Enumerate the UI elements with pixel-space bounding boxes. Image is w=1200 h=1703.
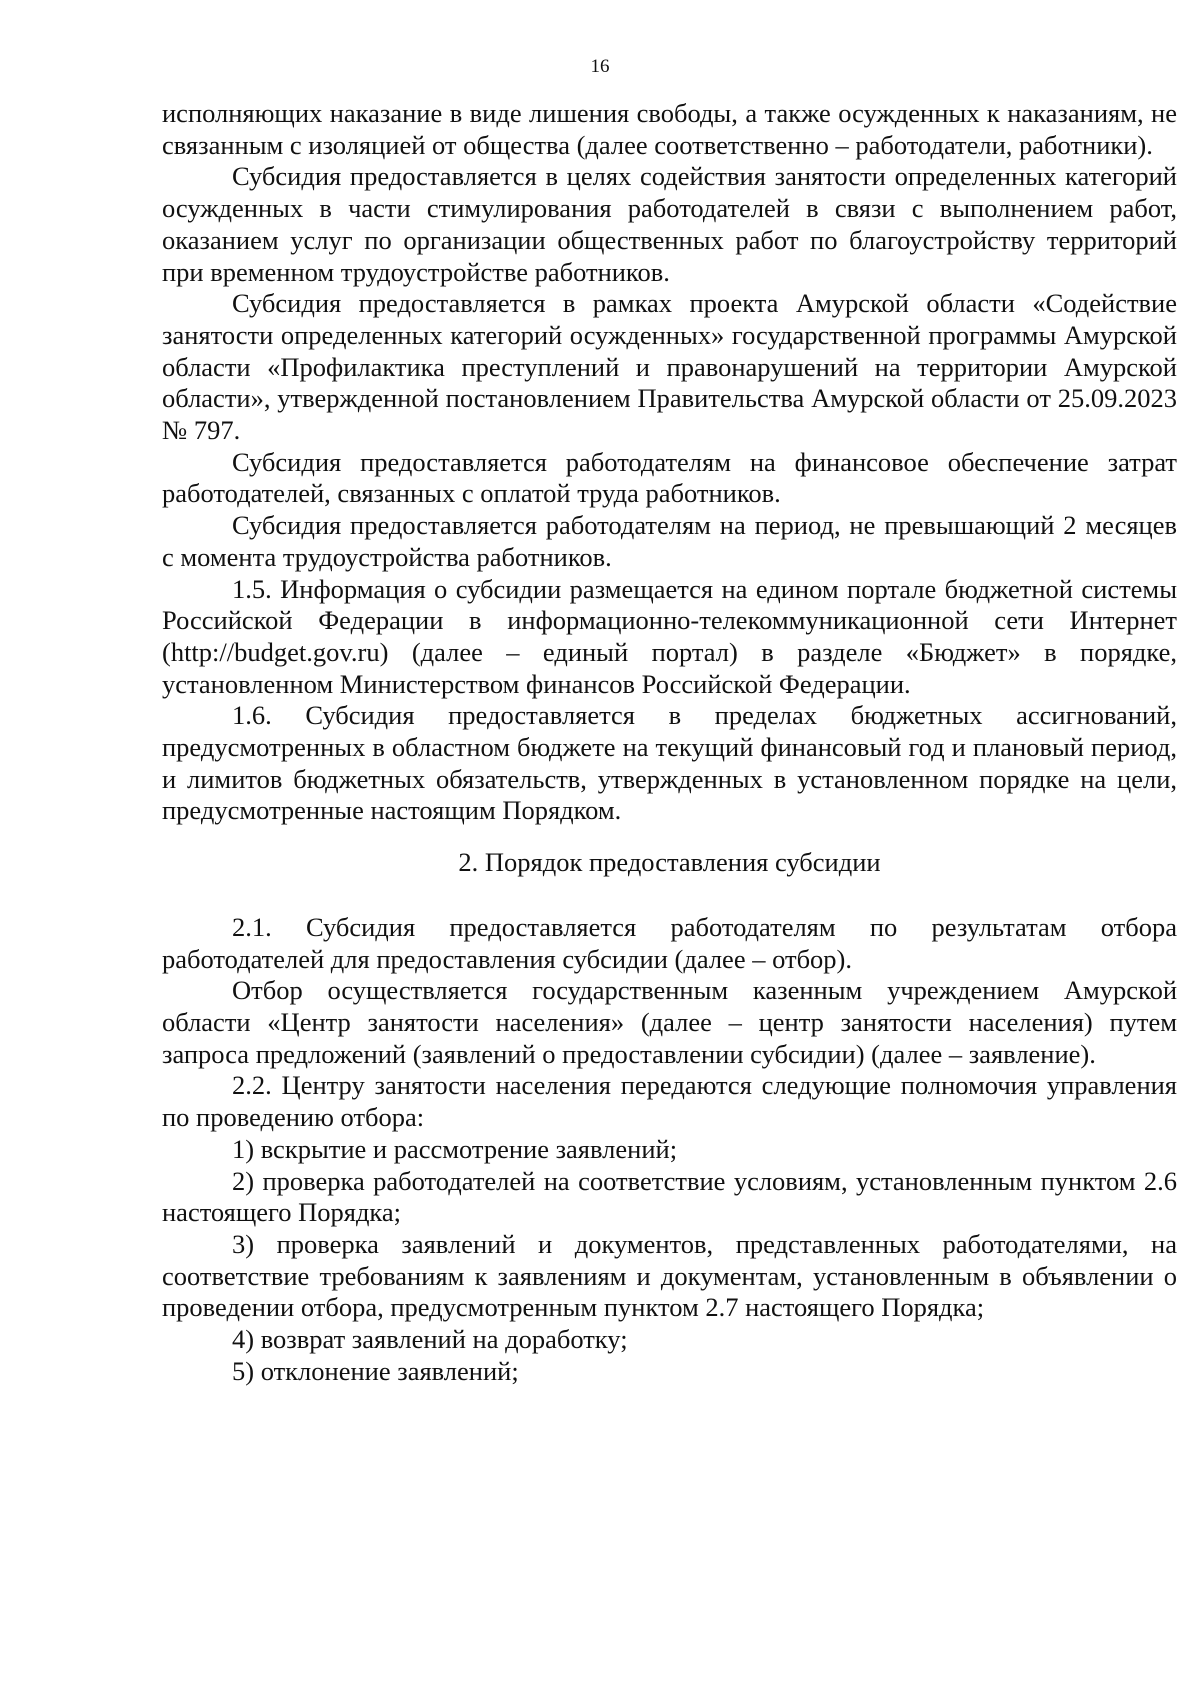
list-item-4: 4) возврат заявлений на доработку; — [232, 1324, 628, 1355]
list-item-2: 2) проверка работодателей на соответствие условиям, установленным пунктом 2.6 настоящего Порядка; — [162, 1165, 1177, 1228]
list-item-5: 5) отклонение заявлений; — [232, 1355, 519, 1386]
paragraph-1-5: 1.5. Информация о субсидии размещается на едином портале бюджетной системы Российской Федерации в информационно-телекоммуникационной сети Интернет (http://budget.gov.ru) (далее – единый портал) в разделе «Бюджет» в порядке, установленном Министерством финансов Российской Федерации. — [162, 573, 1177, 699]
paragraph-subsidy-costs: Субсидия предоставляется работодателям на финансовое обеспечение затрат работодателей, связанных с оплатой труда работников. — [162, 446, 1177, 509]
paragraph-1-6: 1.6. Субсидия предоставляется в пределах бюджетных ассигнований, предусмотренных в областном бюджете на текущий финансовый год и плановый период, и лимитов бюджетных обязательств, утвержденных в установленном порядке на цели, предусмотренные настоящим Порядком. — [162, 700, 1177, 826]
page-number: 16 — [590, 56, 610, 77]
list-item-3: 3) проверка заявлений и документов, представленных работодателями, на соответствие требованиям к заявлениям и документам, установленным в объявлении о проведении отбора, предусмотренным пунктом 2.7 настоящего Порядка; — [162, 1228, 1177, 1323]
paragraph-selection-body: Отбор осуществляется государственным казенным учреждением Амурской области «Центр занятости населения» (далее – центр занятости населения) путем запроса предложений (заявлений о предоставлении субсидии) (далее – заявление). — [162, 975, 1177, 1069]
paragraph-subsidy-period: Субсидия предоставляется работодателям на период, не превышающий 2 месяцев с момента трудоустройства работников. — [162, 510, 1177, 572]
paragraph-2-2: 2.2. Центру занятости населения передаются следующие полномочия управления по проведению отбора: — [162, 1070, 1177, 1133]
paragraph-subsidy-project: Субсидия предоставляется в рамках проекта Амурской области «Содействие занятости определенных категорий осужденных» государственной программы Амурской области «Профилактика преступлений и правонарушений на территории Амурской области», утвержденной постановлением Правительства Амурской области от 25.09.2023 № 797. — [162, 288, 1177, 446]
paragraph-2-1: 2.1. Субсидия предоставляется работодателям по результатам отбора работодателей для предоставления субсидии (далее – отбор). — [162, 911, 1177, 974]
document-body — [162, 98, 1177, 1387]
section-heading: 2. Порядок предоставления субсидии — [458, 847, 881, 878]
paragraph-continuation: исполняющих наказание в виде лишения свободы, а также осужденных к наказаниям, не связанным с изоляцией от общества (далее соответственно – работодатели, работники). — [162, 98, 1177, 160]
list-item-1: 1) вскрытие и рассмотрение заявлений; — [232, 1133, 678, 1164]
paragraph-subsidy-purpose: Субсидия предоставляется в целях содействия занятости определенных категорий осужденных в части стимулирования работодателей в связи с выполнением работ, оказанием услуг по организации общественных работ по благоустройству территорий при временном трудоустройстве работников. — [162, 161, 1177, 287]
